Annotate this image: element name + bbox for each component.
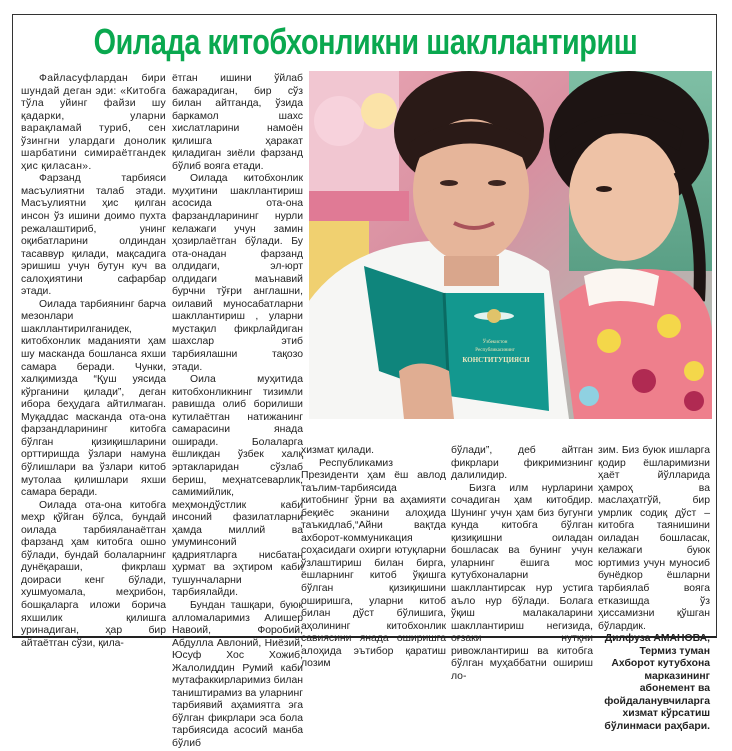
paragraph: ётган ишини ўйлаб бажарадиган, бир сўз билан айтганда, ўзида баркамол шахс хислатларини намоён қилишга ҳаракат қиладиган зиёли фарзанд бўлиб вояга етади. <box>172 73 303 172</box>
text-column-5 <box>598 445 710 734</box>
text-column-3 <box>301 445 446 671</box>
paragraph: бўлади”, деб айтган фикрлари фикримизнинг далилидир. <box>451 445 593 482</box>
paragraph: Оила муҳитида китобхонликнинг тизимли равишда олиб борилиши кутилаётган натижанинг самарасини янада оширади. Болаларга ёшликдан ўзбек халқ эртакларидан сўзлаб бериш, меҳнатсеварлик, самимийлик, меҳмондўстлик каби инсоний фазилатларни ҳамда миллий ва умуминсоний қадриятларга нисбатан ҳурмат ва эҳтиром каби тушунчаларни тарбиялайди. <box>172 374 303 599</box>
paragraph: Бундан ташқари, буюк алломаларимиз Алишер Навоий, Форобий, Абдулла Авлоний, Ниёзий, Юсуф Хос Хожиб, Жалолиддин Румий каби мутафаккирларимиз билан таништирамиз ва уларнинг тарбиявий аҳамиятга эга бўлган фикрлари эса бола тарбиясида асосий манба бўлиб <box>172 599 303 749</box>
book-cover-line: Республикасининг <box>475 348 515 353</box>
text-column-2 <box>172 73 303 751</box>
article-title: Оилада китобхонликни шакллантириш <box>93 21 638 62</box>
paragraph: Оилада тарбиянинг барча мезонлари шакллантирилганидек, китобхонлик маданияти ҳам шу масканда бошланса яхши самара беради. Чунки, халқимизда “Қуш уясида кўрганини қилади”, деган ибора беҳудага айтилмаган. Муқаддас масканда ота-она фарзандларининг китобга бўлган қизиқишларини орттиришда ўзлари намуна бўлишлари ва ўзлари китоб мутолаа қилишлари яхши самара беради. <box>21 298 166 499</box>
author-name: Дилфуза АМАНОВА, <box>604 633 710 645</box>
book-cover-title: КОНСТИТУЦИЯСИ <box>462 356 530 364</box>
paragraph: Бизга илм нурларини сочадиган ҳам китобдир. Шунинг учун ҳам биз бугунги кунда китобга бўлган қизиқишни оиладан бошласак ва бунинг учун уларнинг ёшига мос кутубхоналарни шакллантирсак нур устига аъло нур бўлади. Болага ўқиш малакаларини шакллантириш негизида, оғзаки нутқни ривожлантириш ва китобга бўлган муҳаббатни ошириш ло- <box>451 482 593 682</box>
article-photo <box>309 71 712 419</box>
paragraph: Оилада китобхонлик муҳитини шакллантириш асосида ота-она фарзандларининг нурли келажаги учун замин ҳозирлаётган бўлади. Бу ота-онадан фарзанд олдидаги, эл-юрт олдидаги маънавий бурчни тўғри англашни, оилавий муносабатларни шакллантириш , уларни мустақил фикрлайдиган шахслар этиб тарбиялашни тақозо этади. <box>172 173 303 373</box>
article-frame <box>12 14 717 749</box>
book-cover-line: Ўзбекистон <box>482 340 508 345</box>
paragraph: Файласуфлардан бири шундай деган эди: «Китобга тўла уйинг файзи шу қадарки, уларни варақламай туриб, сен ўзингни улардаги донолик шарбатини симираётгандек ҳис қиласан». <box>21 73 166 172</box>
photo-mother-daughter-reading <box>309 71 712 419</box>
paragraph: хизмат қилади. <box>301 445 375 456</box>
author-position: Термиз туман Ахборот кутубхона марказининг абонемент ва фойдаланувчиларга хизмат кўрсатиш бўлинмаси раҳбари. <box>604 645 710 733</box>
paragraph: Республикамиз Президенти ҳам ёш авлод таълим-тарбиясида китобнинг ўрни ва аҳамияти беқиёс эканини алоҳида таъкидлаб,“Айни вақтда ахборот-коммуникация соҳасидаги охирги ютуқларни ўзлаштириш билан бирга, ёшларнинг китоб ўқишга бўлган қизиқишини оширишга, уларни китоб билан дўст бўлишига, аҳолининг китобхонлик савиясини янада оширишга алоҳида эътибор қаратиш лозим <box>301 457 446 670</box>
paragraph: зим. Биз буюк ишларга қодир ёшларимизни ҳаёт йўлларида ҳамроҳ ва маслаҳатгўй, бир умрлик содиқ дўст – китобга таянишини оиладан бошласак, келажаги буюк юртимиз учун муносиб бунёдкор ёшларни тарбиялаб вояга етказишда ўз ҳиссамизни қўшган бўлардик. <box>598 445 710 632</box>
text-column-1 <box>21 73 166 650</box>
paragraph: Оилада ота-она китобга меҳр қўйган бўлса, бундай оилада тарбияланаётган фарзанд ҳам китобга ошно бўлади, бундай болаларнинг дунёқараши, фикрлаш доираси кенг бўлади, хушмуомала, меҳрибон, бошқаларга иложи борича яхшилик қилишга уринадиган, ҳар бир айтаётган сўзи, қила- <box>21 499 166 649</box>
paragraph: Фарзанд тарбияси масъулиятни талаб этади. Масъулиятни ҳис қилган инсон ўз ишини доимо пухта режалаштириб, унинг оқибатларини олдиндан тасаввур қилади, мақсадига эришиш учун бутун куч ва салоҳиятини сафарбар этади. <box>21 173 166 298</box>
text-column-4 <box>451 445 593 683</box>
